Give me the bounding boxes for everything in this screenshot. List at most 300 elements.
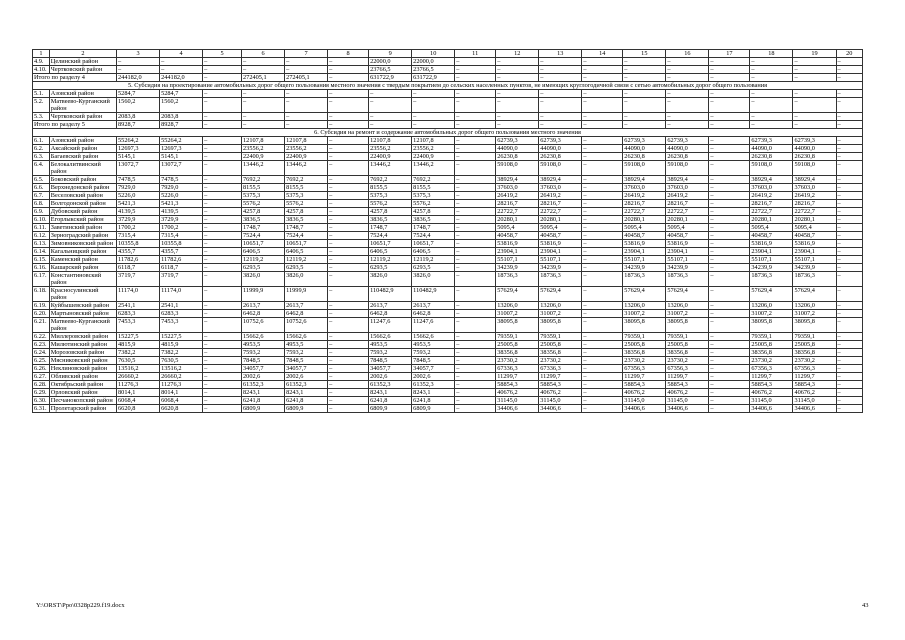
value-cell: 10651,7 [369,240,412,248]
value-cell: 6241,8 [285,397,328,405]
value-cell: 61352,3 [285,381,328,389]
value-cell: 22722,7 [793,208,836,216]
value-cell: – [412,113,455,121]
value-cell: 44090,0 [793,145,836,153]
value-cell: – [203,318,242,333]
value-cell: – [203,192,242,200]
value-cell: 28216,7 [793,200,836,208]
value-cell: – [328,137,369,145]
value-cell: 15662,6 [412,333,455,341]
value-cell: – [582,98,623,113]
value-cell: – [203,302,242,310]
value-cell: 10651,7 [242,240,285,248]
row-number: 6.23. [33,341,50,349]
value-cell: – [328,232,369,240]
value-cell: 1748,7 [285,224,328,232]
value-cell: – [203,216,242,224]
value-cell: 12107,8 [285,137,328,145]
value-cell: – [203,113,242,121]
table-row [33,153,863,161]
district-name: Милютинский район [49,341,116,349]
section-heading-row [33,129,863,137]
value-cell: – [455,58,496,66]
total-value-cell: – [455,74,496,82]
district-name: Кагальницкий район [49,248,116,256]
value-cell: – [836,145,862,153]
district-name: Багаевский район [49,153,116,161]
value-cell: 7478,5 [117,176,160,184]
value-cell: – [836,66,862,74]
value-cell: 40676,2 [496,389,539,397]
value-cell: 23766,5 [412,66,455,74]
value-cell: 8014,1 [117,389,160,397]
value-cell: – [328,240,369,248]
value-cell: – [328,216,369,224]
value-cell: 34057,7 [369,365,412,373]
value-cell: – [285,66,328,74]
value-cell: 7848,5 [242,357,285,365]
value-cell: 61352,3 [412,381,455,389]
value-cell: – [793,58,836,66]
value-cell: 58854,3 [539,381,582,389]
value-cell: – [666,58,709,66]
value-cell: – [455,256,496,264]
value-cell: – [328,66,369,74]
value-cell: 31145,0 [793,397,836,405]
value-cell: 23904,1 [539,248,582,256]
district-name: Егорлыкский район [49,216,116,224]
table-row [33,90,863,98]
value-cell: – [666,90,709,98]
value-cell: 37603,0 [623,184,666,192]
value-cell: 23730,2 [666,357,709,365]
value-cell: – [709,232,750,240]
value-cell: 58854,3 [666,381,709,389]
value-cell: 5095,4 [539,224,582,232]
value-cell: – [709,98,750,113]
value-cell: 11276,3 [117,381,160,389]
total-value-cell: – [203,74,242,82]
value-cell: 6241,8 [242,397,285,405]
value-cell: – [582,66,623,74]
column-number-cell: 16 [666,50,709,58]
value-cell: 44090,0 [750,145,793,153]
value-cell: – [455,240,496,248]
value-cell: 5145,1 [117,153,160,161]
value-cell: 34406,6 [750,405,793,413]
total-value-cell: – [836,74,862,82]
value-cell: 34057,7 [242,365,285,373]
value-cell: – [455,357,496,365]
value-cell: 23904,1 [750,248,793,256]
value-cell: 34239,9 [539,264,582,272]
section-total-row [33,74,863,82]
row-number: 6.21. [33,318,50,333]
value-cell: 6406,5 [285,248,328,256]
value-cell: – [328,248,369,256]
value-cell: 2541,1 [160,302,203,310]
value-cell: 7848,5 [412,357,455,365]
value-cell: – [496,113,539,121]
value-cell: 2002,6 [369,373,412,381]
value-cell: – [203,333,242,341]
value-cell: – [203,248,242,256]
value-cell: – [793,98,836,113]
value-cell: 61352,3 [242,381,285,389]
row-number: 6.25. [33,357,50,365]
value-cell: 22000,0 [369,58,412,66]
value-cell: – [412,98,455,113]
value-cell: 4953,5 [369,341,412,349]
value-cell: 7315,4 [160,232,203,240]
value-cell: – [369,113,412,121]
value-cell: – [582,145,623,153]
value-cell: 44090,0 [496,145,539,153]
value-cell: 3729,9 [117,216,160,224]
value-cell: 31145,0 [666,397,709,405]
value-cell: – [328,341,369,349]
value-cell: – [203,161,242,176]
row-number: 6.9. [33,208,50,216]
value-cell: 7593,2 [242,349,285,357]
value-cell: 38356,8 [666,349,709,357]
value-cell: – [623,90,666,98]
table-row [33,200,863,208]
value-cell: 31145,0 [623,397,666,405]
value-cell: 37603,0 [793,184,836,192]
value-cell: – [709,381,750,389]
value-cell: – [203,200,242,208]
table-body [33,50,863,413]
value-cell: 6293,5 [369,264,412,272]
value-cell: 4257,8 [412,208,455,216]
value-cell: – [455,161,496,176]
value-cell: 11299,7 [666,373,709,381]
value-cell: 23556,2 [412,145,455,153]
district-name: Заветинский район [49,224,116,232]
value-cell: 18736,3 [750,272,793,287]
value-cell: 38356,8 [750,349,793,357]
value-cell: – [160,58,203,66]
value-cell: – [285,98,328,113]
value-cell: – [582,232,623,240]
value-cell: 1700,2 [160,224,203,232]
column-number-cell: 9 [369,50,412,58]
value-cell: 55264,2 [160,137,203,145]
value-cell: – [666,98,709,113]
table-row [33,208,863,216]
value-cell: 57629,4 [793,287,836,302]
value-cell: 4355,7 [117,248,160,256]
value-cell: – [496,58,539,66]
value-cell: 26660,2 [160,373,203,381]
total-value-cell: – [582,74,623,82]
value-cell: – [242,98,285,113]
value-cell: 4139,5 [117,208,160,216]
table-row [33,113,863,121]
value-cell: 34057,7 [412,365,455,373]
value-cell: 23556,2 [242,145,285,153]
value-cell: – [582,333,623,341]
value-cell: 28216,7 [750,200,793,208]
value-cell: – [793,66,836,74]
value-cell: – [836,373,862,381]
value-cell: – [455,365,496,373]
column-number-cell: 6 [242,50,285,58]
total-value-cell: 272405,1 [242,74,285,82]
value-cell: – [203,66,242,74]
value-cell: – [709,264,750,272]
value-cell: 5421,3 [160,200,203,208]
value-cell: 23766,5 [369,66,412,74]
value-cell: 18736,3 [666,272,709,287]
value-cell: – [203,90,242,98]
value-cell: – [709,66,750,74]
column-number-cell: 19 [793,50,836,58]
value-cell: 79359,1 [539,333,582,341]
value-cell: 3826,0 [285,272,328,287]
row-number: 6.30. [33,397,50,405]
value-cell: 53816,9 [539,240,582,248]
value-cell: 40676,2 [666,389,709,397]
value-cell: 6293,5 [412,264,455,272]
value-cell: – [203,176,242,184]
district-name: Волгодонской район [49,200,116,208]
value-cell: 5226,0 [117,192,160,200]
value-cell: – [836,318,862,333]
row-number: 6.5. [33,176,50,184]
value-cell: – [242,66,285,74]
total-value-cell: – [666,74,709,82]
row-number: 6.16. [33,264,50,272]
value-cell: 13206,0 [539,302,582,310]
value-cell: 6620,8 [160,405,203,413]
value-cell: 23730,2 [793,357,836,365]
district-name: Кашарский район [49,264,116,272]
row-number: 6.12. [33,232,50,240]
value-cell: 7692,2 [242,176,285,184]
value-cell: 5375,3 [412,192,455,200]
value-cell: – [836,349,862,357]
value-cell: 7453,3 [117,318,160,333]
value-cell: – [455,373,496,381]
row-number: 6.17. [33,272,50,287]
value-cell: 15227,5 [117,333,160,341]
value-cell: 11174,0 [117,287,160,302]
value-cell: 11299,7 [496,373,539,381]
value-cell: – [328,153,369,161]
value-cell: 38095,8 [750,318,793,333]
value-cell: 62739,3 [666,137,709,145]
value-cell: 12107,8 [242,137,285,145]
value-cell: 7382,2 [117,349,160,357]
row-number: 6.3. [33,153,50,161]
value-cell: – [709,192,750,200]
value-cell: 6241,8 [412,397,455,405]
total-value-cell: – [328,74,369,82]
value-cell: 62739,3 [750,137,793,145]
column-number-cell: 8 [328,50,369,58]
value-cell: 2613,7 [369,302,412,310]
value-cell: 34406,6 [793,405,836,413]
value-cell: 28216,7 [539,200,582,208]
value-cell: – [750,90,793,98]
value-cell: 34057,7 [285,365,328,373]
value-cell: 6462,8 [242,310,285,318]
value-cell: – [285,58,328,66]
value-cell: – [455,302,496,310]
value-cell: 20280,1 [539,216,582,224]
value-cell: 38929,4 [750,176,793,184]
value-cell: 25005,8 [539,341,582,349]
value-cell: 6809,9 [412,405,455,413]
value-cell: 67336,3 [539,365,582,373]
row-number: 6.11. [33,224,50,232]
value-cell: 55107,1 [496,256,539,264]
value-cell: – [328,200,369,208]
value-cell: 12697,3 [160,145,203,153]
value-cell: – [328,310,369,318]
value-cell: 2083,8 [160,113,203,121]
value-cell: 6809,9 [242,405,285,413]
value-cell: – [836,192,862,200]
value-cell: 3826,0 [369,272,412,287]
total-value-cell: 8928,7 [117,121,160,129]
value-cell: 38929,4 [496,176,539,184]
value-cell: – [836,272,862,287]
value-cell: 7593,2 [285,349,328,357]
value-cell: – [836,184,862,192]
value-cell: 44090,0 [539,145,582,153]
value-cell: – [455,405,496,413]
column-number-cell: 5 [203,50,242,58]
value-cell: – [582,405,623,413]
district-name: Матвеево-Курганский район [49,318,116,333]
value-cell: – [582,208,623,216]
value-cell: – [412,90,455,98]
value-cell: 22400,9 [412,153,455,161]
value-cell: – [203,287,242,302]
budget-table-page [32,49,863,413]
value-cell: 26230,8 [623,153,666,161]
row-number: 6.1. [33,137,50,145]
value-cell: 53816,9 [666,240,709,248]
value-cell: – [709,405,750,413]
value-cell: – [836,161,862,176]
value-cell: – [328,90,369,98]
total-value-cell: – [539,121,582,129]
value-cell: – [455,224,496,232]
value-cell: 25005,8 [623,341,666,349]
row-number: 6.19. [33,302,50,310]
value-cell: 6406,5 [412,248,455,256]
table-row [33,349,863,357]
value-cell: 4953,5 [242,341,285,349]
value-cell: – [203,58,242,66]
value-cell: 5576,2 [242,200,285,208]
value-cell: – [539,98,582,113]
district-name: Веселовский район [49,192,116,200]
value-cell: – [203,153,242,161]
value-cell: – [709,184,750,192]
value-cell: 2613,7 [242,302,285,310]
value-cell: 20280,1 [666,216,709,224]
value-cell: 38095,8 [539,318,582,333]
value-cell: 1748,7 [242,224,285,232]
value-cell: 23730,2 [750,357,793,365]
value-cell: 2002,6 [285,373,328,381]
footer-page-number: 43 [862,602,869,609]
value-cell: – [242,113,285,121]
value-cell: 34239,9 [496,264,539,272]
district-name: Матвеево-Курганский район [49,98,116,113]
total-value-cell: – [203,121,242,129]
value-cell: 7692,2 [369,176,412,184]
value-cell: 7382,2 [160,349,203,357]
row-number: 5.3. [33,113,50,121]
value-cell: 4815,9 [160,341,203,349]
value-cell: 38929,4 [623,176,666,184]
row-number: 6.28. [33,381,50,389]
value-cell: – [160,66,203,74]
value-cell: – [709,153,750,161]
district-name: Азовский район [49,137,116,145]
value-cell: 5421,3 [117,200,160,208]
value-cell: 11782,6 [160,256,203,264]
value-cell: 6809,9 [369,405,412,413]
table-row [33,98,863,113]
value-cell: 3836,5 [412,216,455,224]
value-cell: – [455,145,496,153]
value-cell: – [582,264,623,272]
row-number: 5.1. [33,90,50,98]
value-cell: 7593,2 [412,349,455,357]
value-cell: 7315,4 [117,232,160,240]
value-cell: – [203,232,242,240]
value-cell: 20280,1 [496,216,539,224]
table-row [33,397,863,405]
total-value-cell: – [328,121,369,129]
value-cell: – [836,287,862,302]
value-cell: 13516,2 [117,365,160,373]
value-cell: – [455,98,496,113]
total-value-cell: – [750,74,793,82]
value-cell: 53816,9 [496,240,539,248]
value-cell: 8243,1 [242,389,285,397]
value-cell: – [709,137,750,145]
value-cell: – [455,318,496,333]
value-cell: 40458,7 [496,232,539,240]
value-cell: 59108,0 [750,161,793,176]
value-cell: – [455,208,496,216]
section-title: 5. Субсидия на проектирование автомобильных дорог общего пользования местного значения с твердым покрытием до сельских населенных пунктов, не имеющих круглогодичной связи с сетью автомобильных дорог общего пользования [33,82,863,90]
value-cell: 6809,9 [285,405,328,413]
value-cell: – [793,90,836,98]
value-cell: – [836,240,862,248]
value-cell: 6620,8 [117,405,160,413]
value-cell: 10355,8 [117,240,160,248]
value-cell: 10651,7 [285,240,328,248]
value-cell: 26230,8 [496,153,539,161]
value-cell: 67356,3 [666,365,709,373]
column-number-cell: 7 [285,50,328,58]
column-number-cell: 13 [539,50,582,58]
value-cell: 1748,7 [412,224,455,232]
value-cell: 67356,3 [623,365,666,373]
value-cell: – [328,224,369,232]
value-cell: – [455,381,496,389]
value-cell: – [836,397,862,405]
